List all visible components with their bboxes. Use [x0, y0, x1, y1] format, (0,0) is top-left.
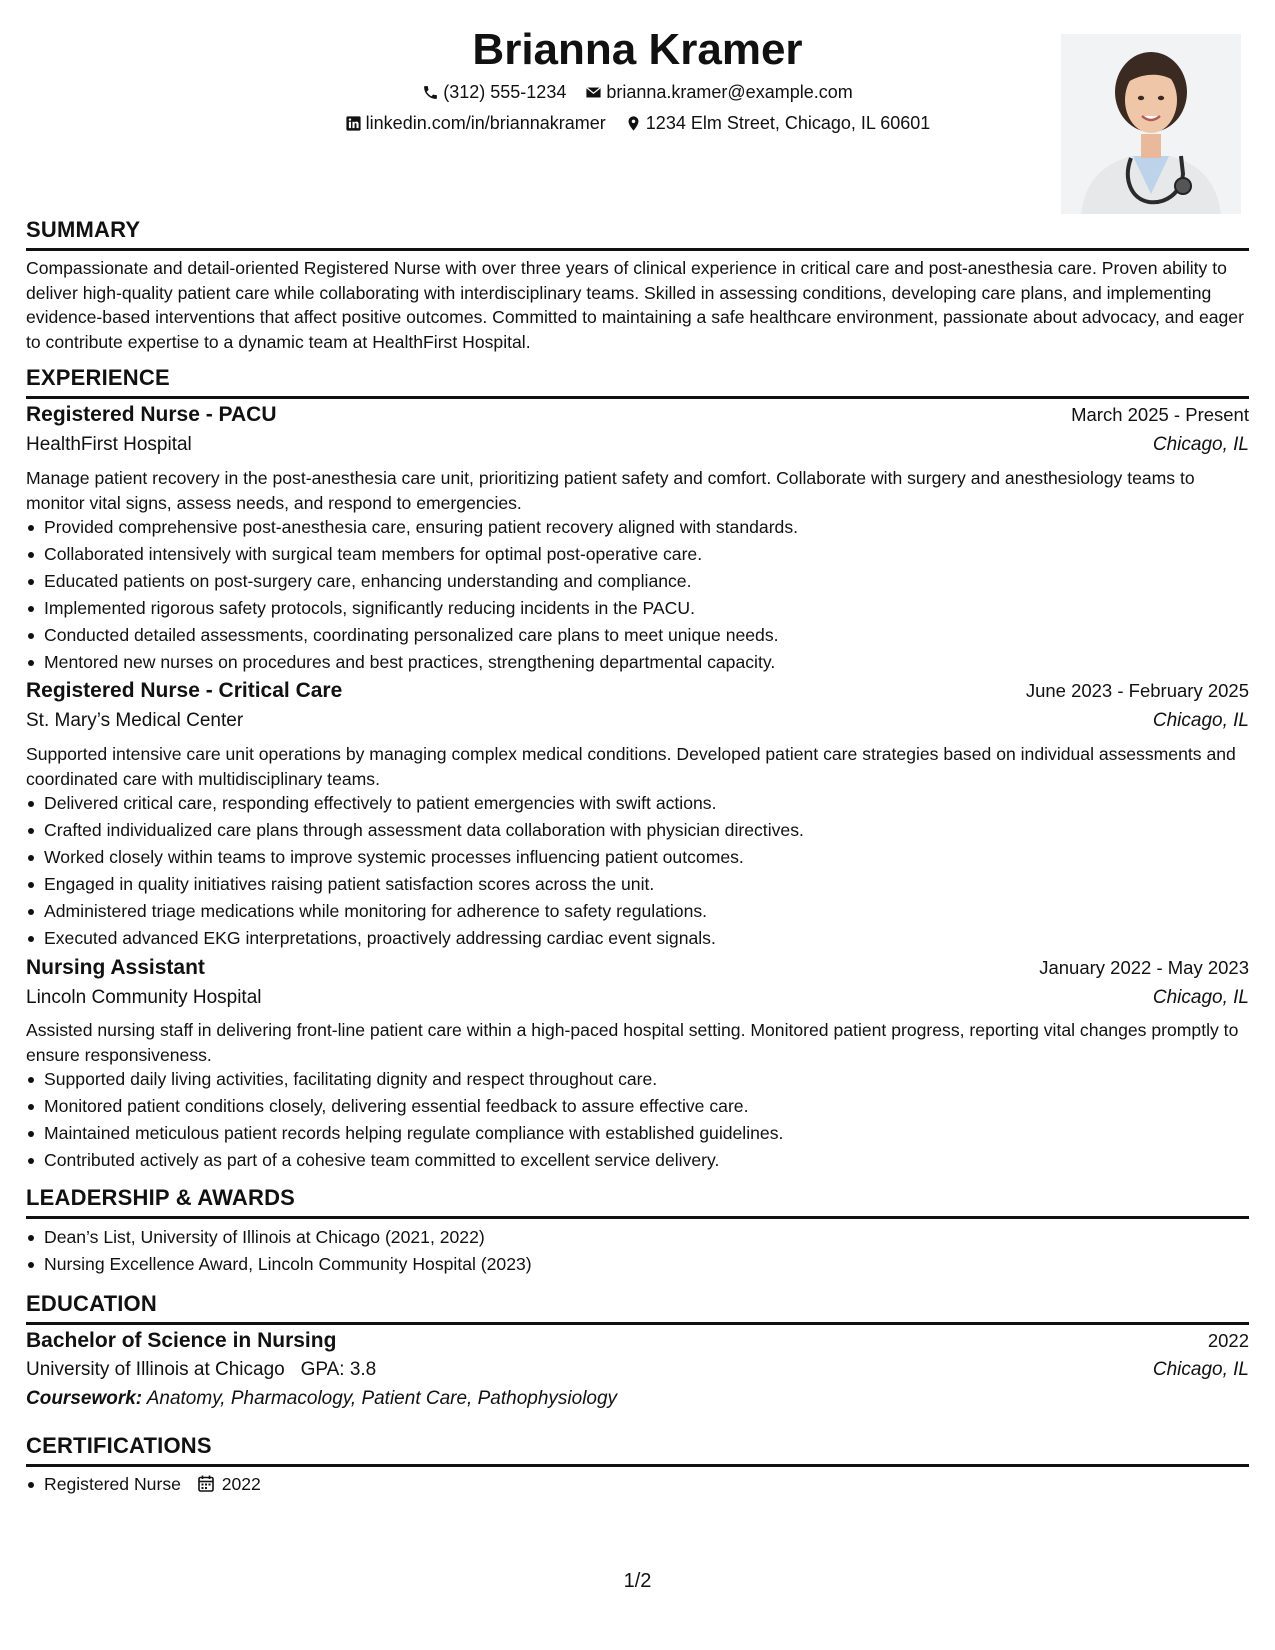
job-title: Registered Nurse - PACU: [26, 403, 277, 426]
coursework-list: Anatomy, Pharmacology, Patient Care, Pathophysiology: [146, 1388, 618, 1409]
list-item: Engaged in quality initiatives raising patient satisfaction scores across the unit.: [44, 871, 1267, 898]
job-organization: HealthFirst Hospital: [26, 434, 192, 455]
list-item: Contributed actively as part of a cohesive team committed to excellent service delivery.: [44, 1147, 1267, 1174]
calendar-icon: [198, 1475, 214, 1492]
job-description: Manage patient recovery in the post-anesthesia care unit, prioritizing patient safety and comfort. Collaborate with surgery and anesthesiology teams to monitor vital signs, assess needs, and respond to emergencies.: [26, 468, 1195, 513]
summary-text: Compassionate and detail-oriented Registered Nurse with over three years of clinical experience in critical care and post-anesthesia care. Proven ability to deliver high-quality patient care while collaborating with interdisciplinary teams. Skilled in assessing conditions, developing care plans, and implementing evidence-based interventions that affect positive outcomes. Committed to maintaining a safe healthcare environment, passionate about advocacy, and eager to contribute expertise to a dynamic team at HealthFirst Hospital.: [26, 258, 1244, 352]
certifications-heading: CERTIFICATIONS: [26, 1432, 1249, 1467]
list-item: Delivered critical care, responding effectively to patient emergencies with swift actions.: [44, 790, 1267, 817]
email-address[interactable]: brianna.kramer@example.com: [606, 82, 853, 102]
resume-page: [26, 0, 1249, 1650]
coursework-line: [26, 1386, 617, 1412]
list-item: Implemented rigorous safety protocols, significantly reducing incidents in the PACU.: [44, 595, 1267, 622]
job-location: Chicago, IL: [1152, 434, 1249, 455]
job-dates: January 2022 - May 2023: [1039, 957, 1249, 978]
job-description: Supported intensive care unit operations by managing complex medical conditions. Developed patient care strategies based on individual assessments and coordinated care with multidisciplinary teams.: [26, 744, 1236, 789]
list-item: Conducted detailed assessments, coordinating personalized care plans to meet unique needs.: [44, 622, 1267, 649]
list-item: Maintained meticulous patient records helping regulate compliance with established guidelines.: [44, 1120, 1267, 1147]
street-address: 1234 Elm Street, Chicago, IL 60601: [645, 113, 931, 133]
list-item: Educated patients on post-surgery care, enhancing understanding and compliance.: [44, 568, 1267, 595]
list-item: Executed advanced EKG interpretations, proactively addressing cardiac event signals.: [44, 925, 1267, 952]
list-item: Dean’s List, University of Illinois at Chicago (2021, 2022): [44, 1224, 1267, 1251]
school-name: University of Illinois at Chicago: [26, 1359, 285, 1380]
job-bullets: [26, 790, 1267, 952]
list-item: Administered triage medications while monitoring for adherence to safety regulations.: [44, 898, 1267, 925]
email-contact[interactable]: [585, 80, 852, 104]
linkedin-contact[interactable]: [345, 111, 606, 135]
phone-contact: [422, 80, 566, 104]
leadership-heading: LEADERSHIP & AWARDS: [26, 1184, 1249, 1219]
job-dates: June 2023 - February 2025: [1025, 680, 1249, 701]
school-location: Chicago, IL: [1152, 1359, 1249, 1380]
gpa: GPA: 3.8: [300, 1359, 377, 1380]
certifications-list: [26, 1471, 1267, 1498]
address-contact: [625, 111, 931, 135]
phone-icon: [422, 84, 439, 101]
job-title: Nursing Assistant: [26, 956, 205, 979]
degree-title: Bachelor of Science in Nursing: [26, 1329, 337, 1352]
list-item: Worked closely within teams to improve systemic processes influencing patient outcomes.: [44, 844, 1267, 871]
list-item: Nursing Excellence Award, Lincoln Community Hospital (2023): [44, 1251, 1267, 1278]
list-item: Provided comprehensive post-anesthesia care, ensuring patient recovery aligned with standards.: [44, 514, 1267, 541]
envelope-icon: [585, 84, 602, 101]
graduation-year: 2022: [1207, 1330, 1249, 1351]
list-item: Supported daily living activities, facilitating dignity and respect throughout care.: [44, 1066, 1267, 1093]
job-description: Assisted nursing staff in delivering front-line patient care within a high-paced hospital setting. Monitored patient progress, reporting vital changes promptly to ensure responsiveness.: [26, 1020, 1239, 1065]
job-organization: St. Mary’s Medical Center: [26, 710, 244, 731]
candidate-name: Brianna Kramer: [472, 25, 803, 74]
linkedin-url[interactable]: linkedin.com/in/briannakramer: [365, 113, 606, 133]
job-dates: March 2025 - Present: [1071, 404, 1249, 425]
job-bullets: [26, 1066, 1267, 1174]
job-location: Chicago, IL: [1152, 987, 1249, 1008]
certification-year: 2022: [221, 1474, 261, 1494]
summary-heading: SUMMARY: [26, 216, 1249, 251]
resume-header: [26, 24, 1249, 214]
certification-name: Registered Nurse: [44, 1474, 181, 1494]
list-item: Mentored new nurses on procedures and best practices, strengthening departmental capacity.: [44, 649, 1267, 676]
experience-heading: EXPERIENCE: [26, 364, 1249, 399]
job-organization: Lincoln Community Hospital: [26, 987, 262, 1008]
job-bullets: [26, 514, 1267, 676]
school-line: [26, 1357, 376, 1383]
list-item: Crafted individualized care plans through assessment data collaboration with physician directives.: [44, 817, 1267, 844]
map-pin-icon: [625, 115, 642, 132]
list-item: [44, 1471, 1267, 1498]
awards-list: [26, 1224, 1267, 1278]
phone-number: (312) 555-1234: [443, 82, 567, 102]
page-number: 1/2: [623, 1570, 652, 1592]
job-title: Registered Nurse - Critical Care: [26, 679, 343, 702]
profile-photo: [1061, 34, 1241, 214]
list-item: Collaborated intensively with surgical team members for optimal post-operative care.: [44, 541, 1267, 568]
job-location: Chicago, IL: [1152, 710, 1249, 731]
list-item: Monitored patient conditions closely, delivering essential feedback to assure effective care.: [44, 1093, 1267, 1120]
linkedin-icon: [345, 115, 362, 132]
coursework-label: Coursework:: [26, 1388, 143, 1409]
education-heading: EDUCATION: [26, 1290, 1249, 1325]
